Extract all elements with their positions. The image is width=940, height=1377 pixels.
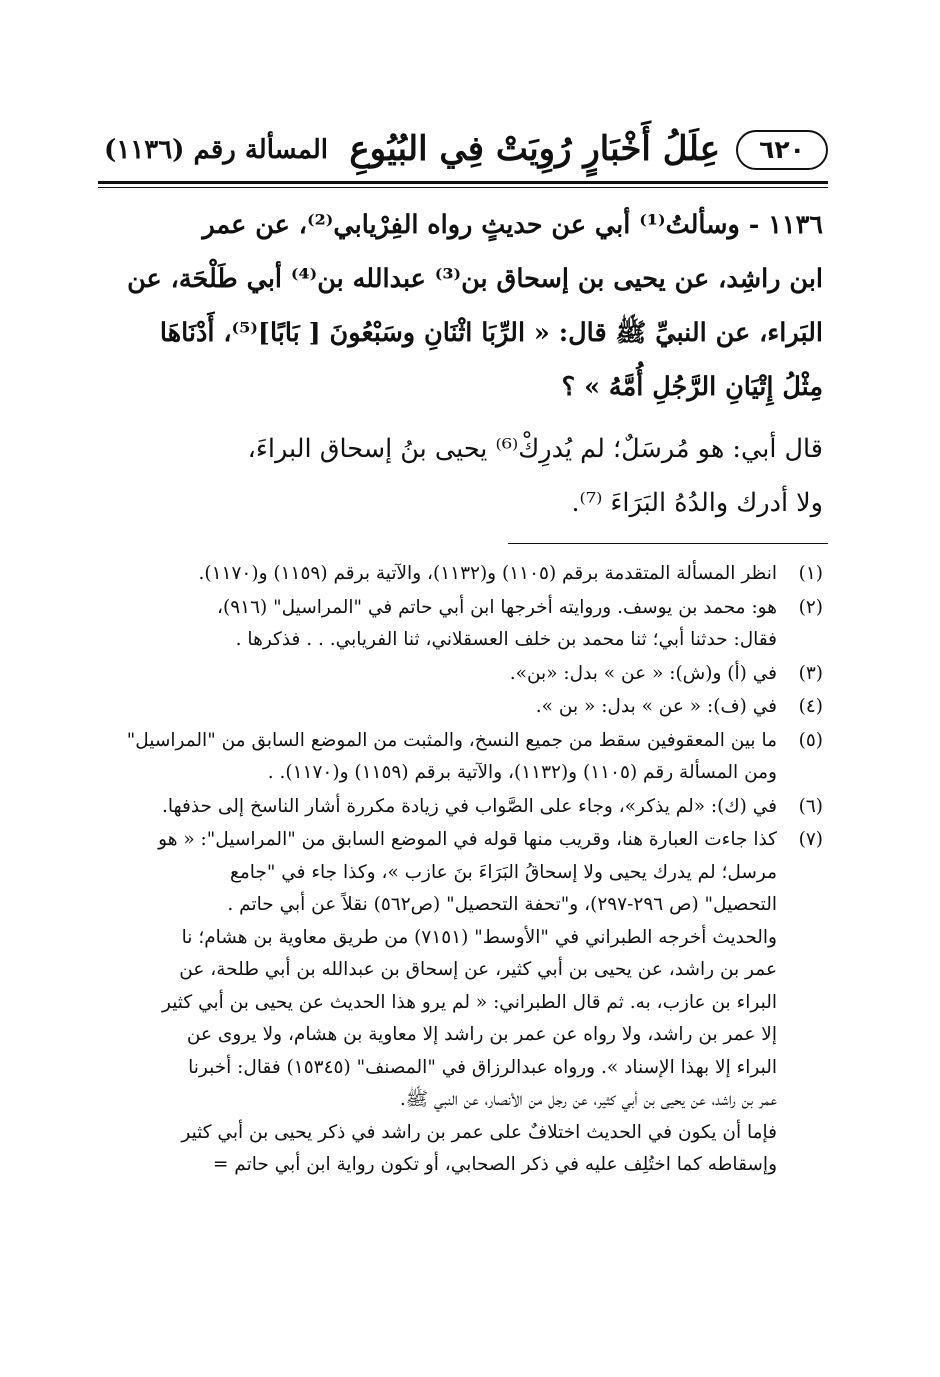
footnote-text <box>98 791 777 824</box>
question-line: ابن راشِد، عن يحيى بن إسحاق بن⁽³⁾ عبدالله بن⁽⁴⁾ أبي طَلْحَة، عن <box>127 264 823 294</box>
question-paragraph <box>98 198 823 414</box>
answer-line: ولا أدرك والدُهُ البَرَاءَ ⁽⁷⁾. <box>571 488 823 518</box>
footnote-line: ما بين المعقوفين سقط من جميع النسخ، والمثبت من الموضع السابق من "المراسيل" <box>126 729 777 751</box>
main-text <box>98 198 823 530</box>
footnote-line: في (ك): «لم يذكر»، وجاء على الصَّواب في زيادة مكررة أشار الناسخ إلى حذفها. <box>161 795 777 817</box>
footnote-line: والحديث أخرجه الطبراني في "الأوسط" (٧١٥١) من طريق معاوية بن هشام؛ نا <box>181 926 777 948</box>
footnote-text <box>98 558 777 591</box>
footnote-line: وإسقاطه كما اختُلِف عليه في ذكر الصحابي، أو تكون رواية ابن أبي حاتم = <box>212 1154 777 1175</box>
footnote-5 <box>98 725 823 790</box>
footnote-number: (٦) <box>798 795 823 817</box>
footnote-line: كذا جاءت العبارة هنا، وقريب منها قوله في الموضع السابق من "المراسيل": « هو <box>158 829 777 850</box>
footnote-4 <box>98 691 823 724</box>
footnote-line: ومن المسألة رقم (١١٠٥) و(١١٣٢)، والآتية برقم (١١٥٩) و(١١٧٠). . <box>267 762 777 783</box>
footnote-2 <box>98 592 823 657</box>
footnote-line: التحصيل" (ص ٢٩٦-٢٩٧)، و"تحفة التحصيل" (ص٥٦٢) نقلاً عن أبي حاتم . <box>227 894 777 915</box>
header-rule-thick <box>98 181 828 184</box>
footnote-text <box>98 658 777 691</box>
footnote-number: (١) <box>798 563 823 584</box>
footnote-line: في (أ) و(ش): « عن » بدل: «بن». <box>509 662 777 684</box>
running-title: عِلَلُ أَخْبَارٍ رُوِيَتْ فِي البُيُوعِ <box>349 129 720 169</box>
footnote-1 <box>98 558 823 591</box>
footnote-line: مرسل؛ لم يدرك يحيى ولا إسحاقُ البَرَاءَ بنَ عازب »، وكذا جاء في "جامع <box>229 861 777 883</box>
issue-number-label: المسألة رقم (١١٣٦) <box>104 135 329 165</box>
footnote-text <box>98 725 777 790</box>
footnote-line: فإما أن يكون في الحديث اختلافٌ على عمر بن راشد في ذكر يحيى بن أبي كثير <box>181 1121 777 1143</box>
footnote-text <box>98 592 777 657</box>
footnote-7 <box>98 824 823 1182</box>
answer-line: قال أبي: هو مُرسَلٌ؛ لم يُدرِكْ⁽⁶⁾ يحيى بنُ إسحاق البراءَ، <box>247 434 823 464</box>
footnote-line: البراء بن عازب، به. ثم قال الطبراني: « لم يرو هذا الحديث عن يحيى بن أبي كثير <box>162 991 777 1013</box>
footnote-line: في (ف): « عن » بدل: « بن ». <box>535 696 777 717</box>
header-rule-thin <box>98 187 828 188</box>
footnote-line: فقال: حدثنا أبي؛ ثنا محمد بن خلف العسقلاني، ثنا الفريابي. . . فذكرها . <box>235 629 777 650</box>
footnote-separator <box>508 543 828 544</box>
page-number: ٦٢٠ <box>736 130 828 170</box>
footnote-line: عمر بن راشد، عن يحيى بن أبي كثير، عن رجل من الأنصار، عن النبي ﷺ. <box>399 1089 777 1110</box>
footnote-line: إلا عمر بن راشد، ولا رواه عن عمر بن راشد إلا معاوية بن هشام، ولا يروى عن <box>186 1024 777 1045</box>
footnote-3 <box>98 658 823 691</box>
footnote-number: (٤) <box>798 696 823 717</box>
footnote-number: (٢) <box>798 596 823 618</box>
footnote-text <box>98 824 777 1182</box>
footnote-number: (٣) <box>798 662 823 684</box>
footnote-line: عمر بن راشد، عن يحيى بن أبي كثير، عن إسحاق بن عبدالله بن أبي طلحة، عن <box>179 959 777 980</box>
question-line: ١١٣٦ - وسألتُ⁽¹⁾ أبي عن حديثٍ رواه الفِرْيابي⁽²⁾، عن عمر <box>202 210 823 240</box>
question-line: البَراء، عن النبيِّ ﷺ قال: « الرِّبَا اثْنَانِ وسَبْعُونَ [ بَابًا]⁽⁵⁾، أَدْنَاهَا <box>159 318 823 348</box>
footnote-text <box>98 691 777 724</box>
footnote-line: انظر المسألة المتقدمة برقم (١١٠٥) و(١١٣٢)، والآتية برقم (١١٥٩) و(١١٧٠). <box>198 563 777 584</box>
question-line: مِثْلُ إِتْيَانِ الرَّجُلِ أُمَّهُ » ؟ <box>561 372 823 402</box>
footnote-line: البراء إلا بهذا الإسناد ». ورواه عبدالرزاق في "المصنف" (١٥٣٤٥) فقال: أخبرنا <box>188 1056 777 1078</box>
answer-paragraph <box>98 422 823 530</box>
footnote-number: (٥) <box>798 729 823 751</box>
footnotes <box>98 558 823 1182</box>
page-header <box>98 124 828 180</box>
footnote-6 <box>98 791 823 824</box>
footnote-number: (٧) <box>798 829 823 850</box>
footnote-line: هو: محمد بن يوسف. وروايته أخرجها ابن أبي حاتم في "المراسيل" (٩١٦)، <box>217 596 777 618</box>
